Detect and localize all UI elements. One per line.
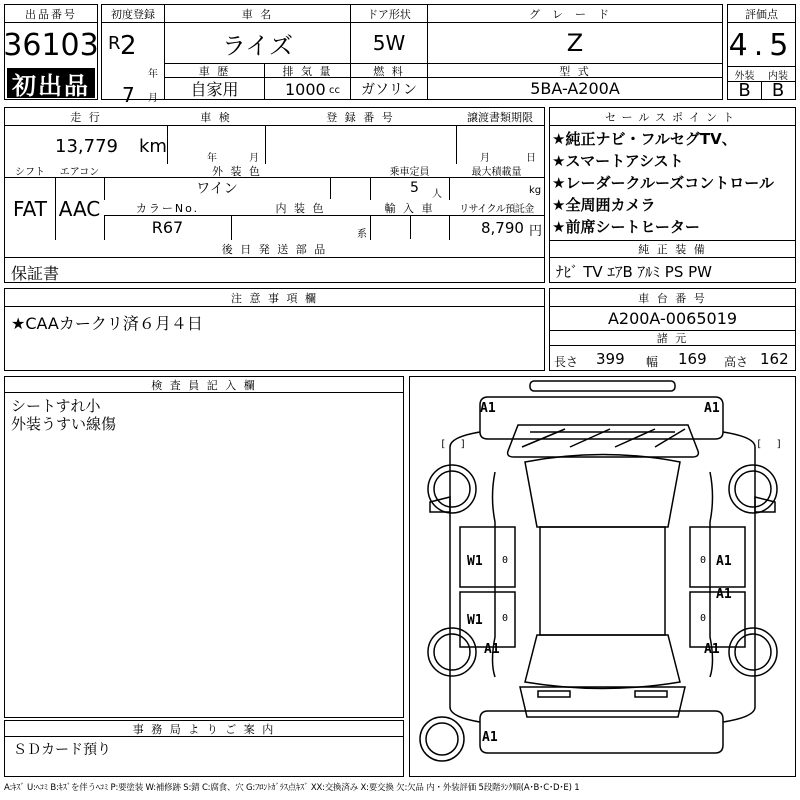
score-box [727,4,796,100]
car-name-box [164,4,351,64]
import-car-divider [370,215,411,239]
length: 399 [596,350,625,368]
ac-label: エアコン [55,164,105,178]
sales-point-item: ★レーダークルーズコントロール [552,174,774,192]
max-load-unit: kg [529,185,542,196]
width-label: 幅 [646,355,659,369]
car-name-label: 車 名 [165,5,350,23]
damage-code-left-front-door: W1 [467,554,483,569]
score: 4.5 [728,27,795,63]
left-rear-door-marker: 0 [502,613,509,624]
displacement-label: 排 気 量 [265,64,350,78]
transfer-day-unit: 日 [526,153,536,164]
fuel-box [350,63,428,100]
sales-points-label: セールスポイント [550,108,795,126]
year-unit: 年 [148,69,158,80]
bracket-marker-left: [ ] [440,439,471,450]
right-front-door-marker: 0 [700,555,707,566]
damage-code-right-front-door: A1 [716,554,732,569]
transfer-month-unit: 月 [480,153,490,164]
left-front-door-marker: 0 [502,555,509,566]
transfer-deadline-cell [456,125,544,165]
office-note: ＳＤカード預り [13,742,111,758]
car-body-diagram [410,377,795,776]
damage-code-rear-bumper: A1 [482,730,498,745]
notes-label: 注 意 事 項 欄 [5,289,544,307]
lot-number: 36103 [3,27,99,63]
month-unit: 月 [148,93,158,104]
chassis-box [549,288,796,371]
office-box [4,720,404,777]
inspection-cell [167,125,266,165]
registration-month: 7 [122,83,135,107]
height: 162 [760,350,789,368]
car-name: ライズ [221,31,294,60]
mileage: 13,779 [55,136,118,157]
equipment: ﾅﾋﾞ TV ｴｱB ｱﾙﾐ PS PW [556,263,712,281]
interior-grade: B [761,81,795,99]
mileage-unit: km [139,136,167,157]
model: 5BA-A200A [530,79,620,98]
era-letter: R [108,33,121,54]
inspection-label: 車 検 [167,108,266,126]
notes: ★CAAカークリ済６月４日 [11,314,203,333]
fuel-label: 燃 料 [351,64,427,78]
max-load-label: 最大積載量 [449,164,544,178]
damage-code-front-left: A1 [480,401,496,416]
registration-no-cell [265,125,457,165]
displacement: 1000 [285,80,326,99]
shift-label: シフト [5,164,56,178]
air-conditioner: AAC [55,177,105,241]
bracket-marker-right: [ ] [756,439,787,450]
recycle-deposit-label: リサイクル預託金 [449,200,544,216]
inspector-label: 検 査 員 記 入 欄 [5,377,403,393]
max-load-cell [449,177,544,201]
damage-code-left-rear-quarter: A1 [484,642,500,657]
capacity: 5 [410,180,419,196]
mileage-label: 走 行 [5,108,168,126]
inspector-note-line: 外装うすい線傷 [11,415,117,433]
damage-code-right-rear-quarter: A1 [704,642,720,657]
vehicle-info-block [4,107,545,283]
fuel: ガソリン [361,81,417,98]
lot-number-box [4,4,98,100]
import-car-cell [370,215,450,241]
first-listing-badge: 初出品 [7,68,95,98]
lot-number-label: 出品番号 [5,5,97,23]
interior-color-unit: 系 [357,229,367,240]
later-parts-label: 後 日 発 送 部 品 [5,240,544,258]
office-label: 事 務 局 よ り ご 案 内 [5,721,403,737]
capacity-cell [370,177,450,201]
door-box [350,4,428,64]
width: 169 [678,350,707,368]
right-rear-door-marker: 0 [700,613,707,624]
history-box [164,63,265,100]
interior-color-cell [231,215,371,241]
exterior-label: 外装 [728,66,762,82]
displacement-box [264,63,351,100]
color-number: R67 [104,215,232,241]
equipment-label: 純 正 装 備 [550,240,795,258]
registration-no-label: 登 録 番 号 [265,108,457,126]
sales-point-item: ★前席シートヒーター [552,218,700,236]
length-label: 長さ [554,355,579,369]
sales-points-list [552,128,774,238]
model-label: 型 式 [428,64,722,78]
recycle-deposit-cell [449,215,544,241]
registration-year: 2 [120,31,137,61]
exterior-color: ワイン [196,181,238,197]
inspector-box [4,376,404,718]
grade: Z [566,29,584,57]
grade-label: グレード [428,5,722,23]
recycle-deposit-unit: 円 [529,224,543,239]
exterior-color-divider [330,177,331,199]
damage-code-legend: A:ｷｽﾞ U:ﾍｺﾐ B:ｷｽﾞを伴うﾍｺﾐ P:要塗装 W:補修跡 S:錆 C:腐食、穴 G:ﾌﾛﾝﾄｶﾞﾗｽ点ｷｽﾞ XX:交換済み X:要交換 欠:欠品 内・外装評価 5段階ﾗﾝｸ順(A･B･C･D･E) 1 [4,783,580,793]
sales-point-item: ★全周囲カメラ [552,196,656,214]
damage-code-left-rear-door: W1 [467,613,483,628]
door-type: 5W [372,31,406,55]
transfer-deadline-label: 譲渡書類期限 [456,108,544,126]
sales-point-item: ★スマートアシスト [552,152,684,170]
car-diagram-box [409,376,796,777]
history: 自家用 [190,80,239,99]
inspector-notes [11,397,116,433]
capacity-unit: 人 [432,189,442,200]
exterior-color-cell [104,177,371,201]
damage-code-right-rear-door: A1 [716,587,732,602]
specs-row [550,346,795,370]
inspector-note-line: シートすれ小 [11,397,101,415]
import-car-label: 輸 入 車 [370,200,450,216]
later-parts: 保証書 [11,264,60,283]
exterior-grade: B [728,81,762,99]
mileage-cell [5,125,168,165]
displacement-unit: cc [329,85,340,96]
first-registration-label: 初度登録 [102,5,164,23]
capacity-label: 乗車定員 [370,164,450,178]
damage-code-front-right: A1 [704,401,720,416]
height-label: 高さ [724,355,749,369]
chassis-label: 車 台 番 号 [550,289,795,307]
grade-box [427,4,723,64]
exterior-color-label: 外 装 色 [104,164,371,178]
history-label: 車 歴 [165,64,264,78]
interior-color-label: 内 装 色 [231,200,371,216]
chassis-number: A200A-0065019 [607,308,738,328]
interior-label: 内装 [761,66,795,82]
specs-label: 諸 元 [550,330,795,346]
door-label: ドア形状 [351,5,427,23]
sales-point-item: ★純正ナビ・フルセグTV、 [552,130,737,148]
inspection-month-unit: 月 [249,153,259,164]
recycle-deposit: 8,790 [481,219,524,237]
color-no-label: カラーNo. [104,200,232,216]
score-label: 評価点 [728,5,795,23]
first-registration-box [101,4,165,107]
sales-points-box [549,107,796,283]
model-box [427,63,723,100]
shift: FAT [5,177,56,241]
notes-box [4,288,545,371]
inspection-year-unit: 年 [207,153,217,164]
